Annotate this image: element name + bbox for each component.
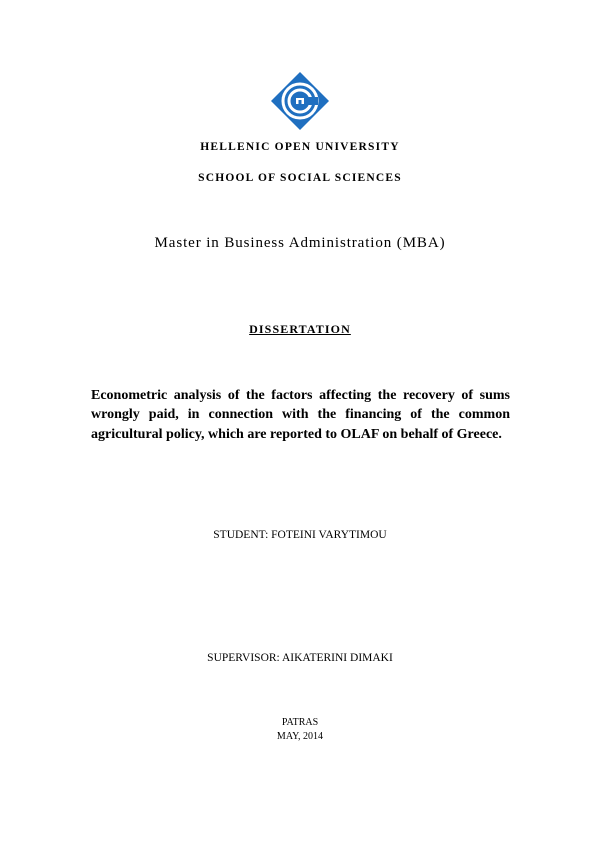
dissertation-title [91, 386, 510, 444]
university-logo-icon [270, 71, 330, 131]
program-title: Master in Business Administration (MBA) [154, 235, 446, 251]
document-type-heading: DISSERTATION [249, 322, 351, 336]
city: PATRAS [281, 717, 319, 728]
title-line: wrongly paid, in connection with the financing of the common [91, 407, 510, 423]
title-line: agricultural policy, which are reported to OLAF on behalf of Greece. [91, 426, 502, 442]
date: MAY, 2014 [276, 731, 324, 742]
title-line: Econometric analysis of the factors affecting the recovery of sums [91, 388, 510, 403]
supervisor-name: SUPERVISOR: AIKATERINI DIMAKI [207, 652, 393, 664]
school-name: SCHOOL OF SOCIAL SCIENCES [198, 172, 402, 184]
university-name: HELLENIC OPEN UNIVERSITY [200, 141, 400, 153]
student-name: STUDENT: FOTEINI VARYTIMOU [213, 529, 387, 541]
